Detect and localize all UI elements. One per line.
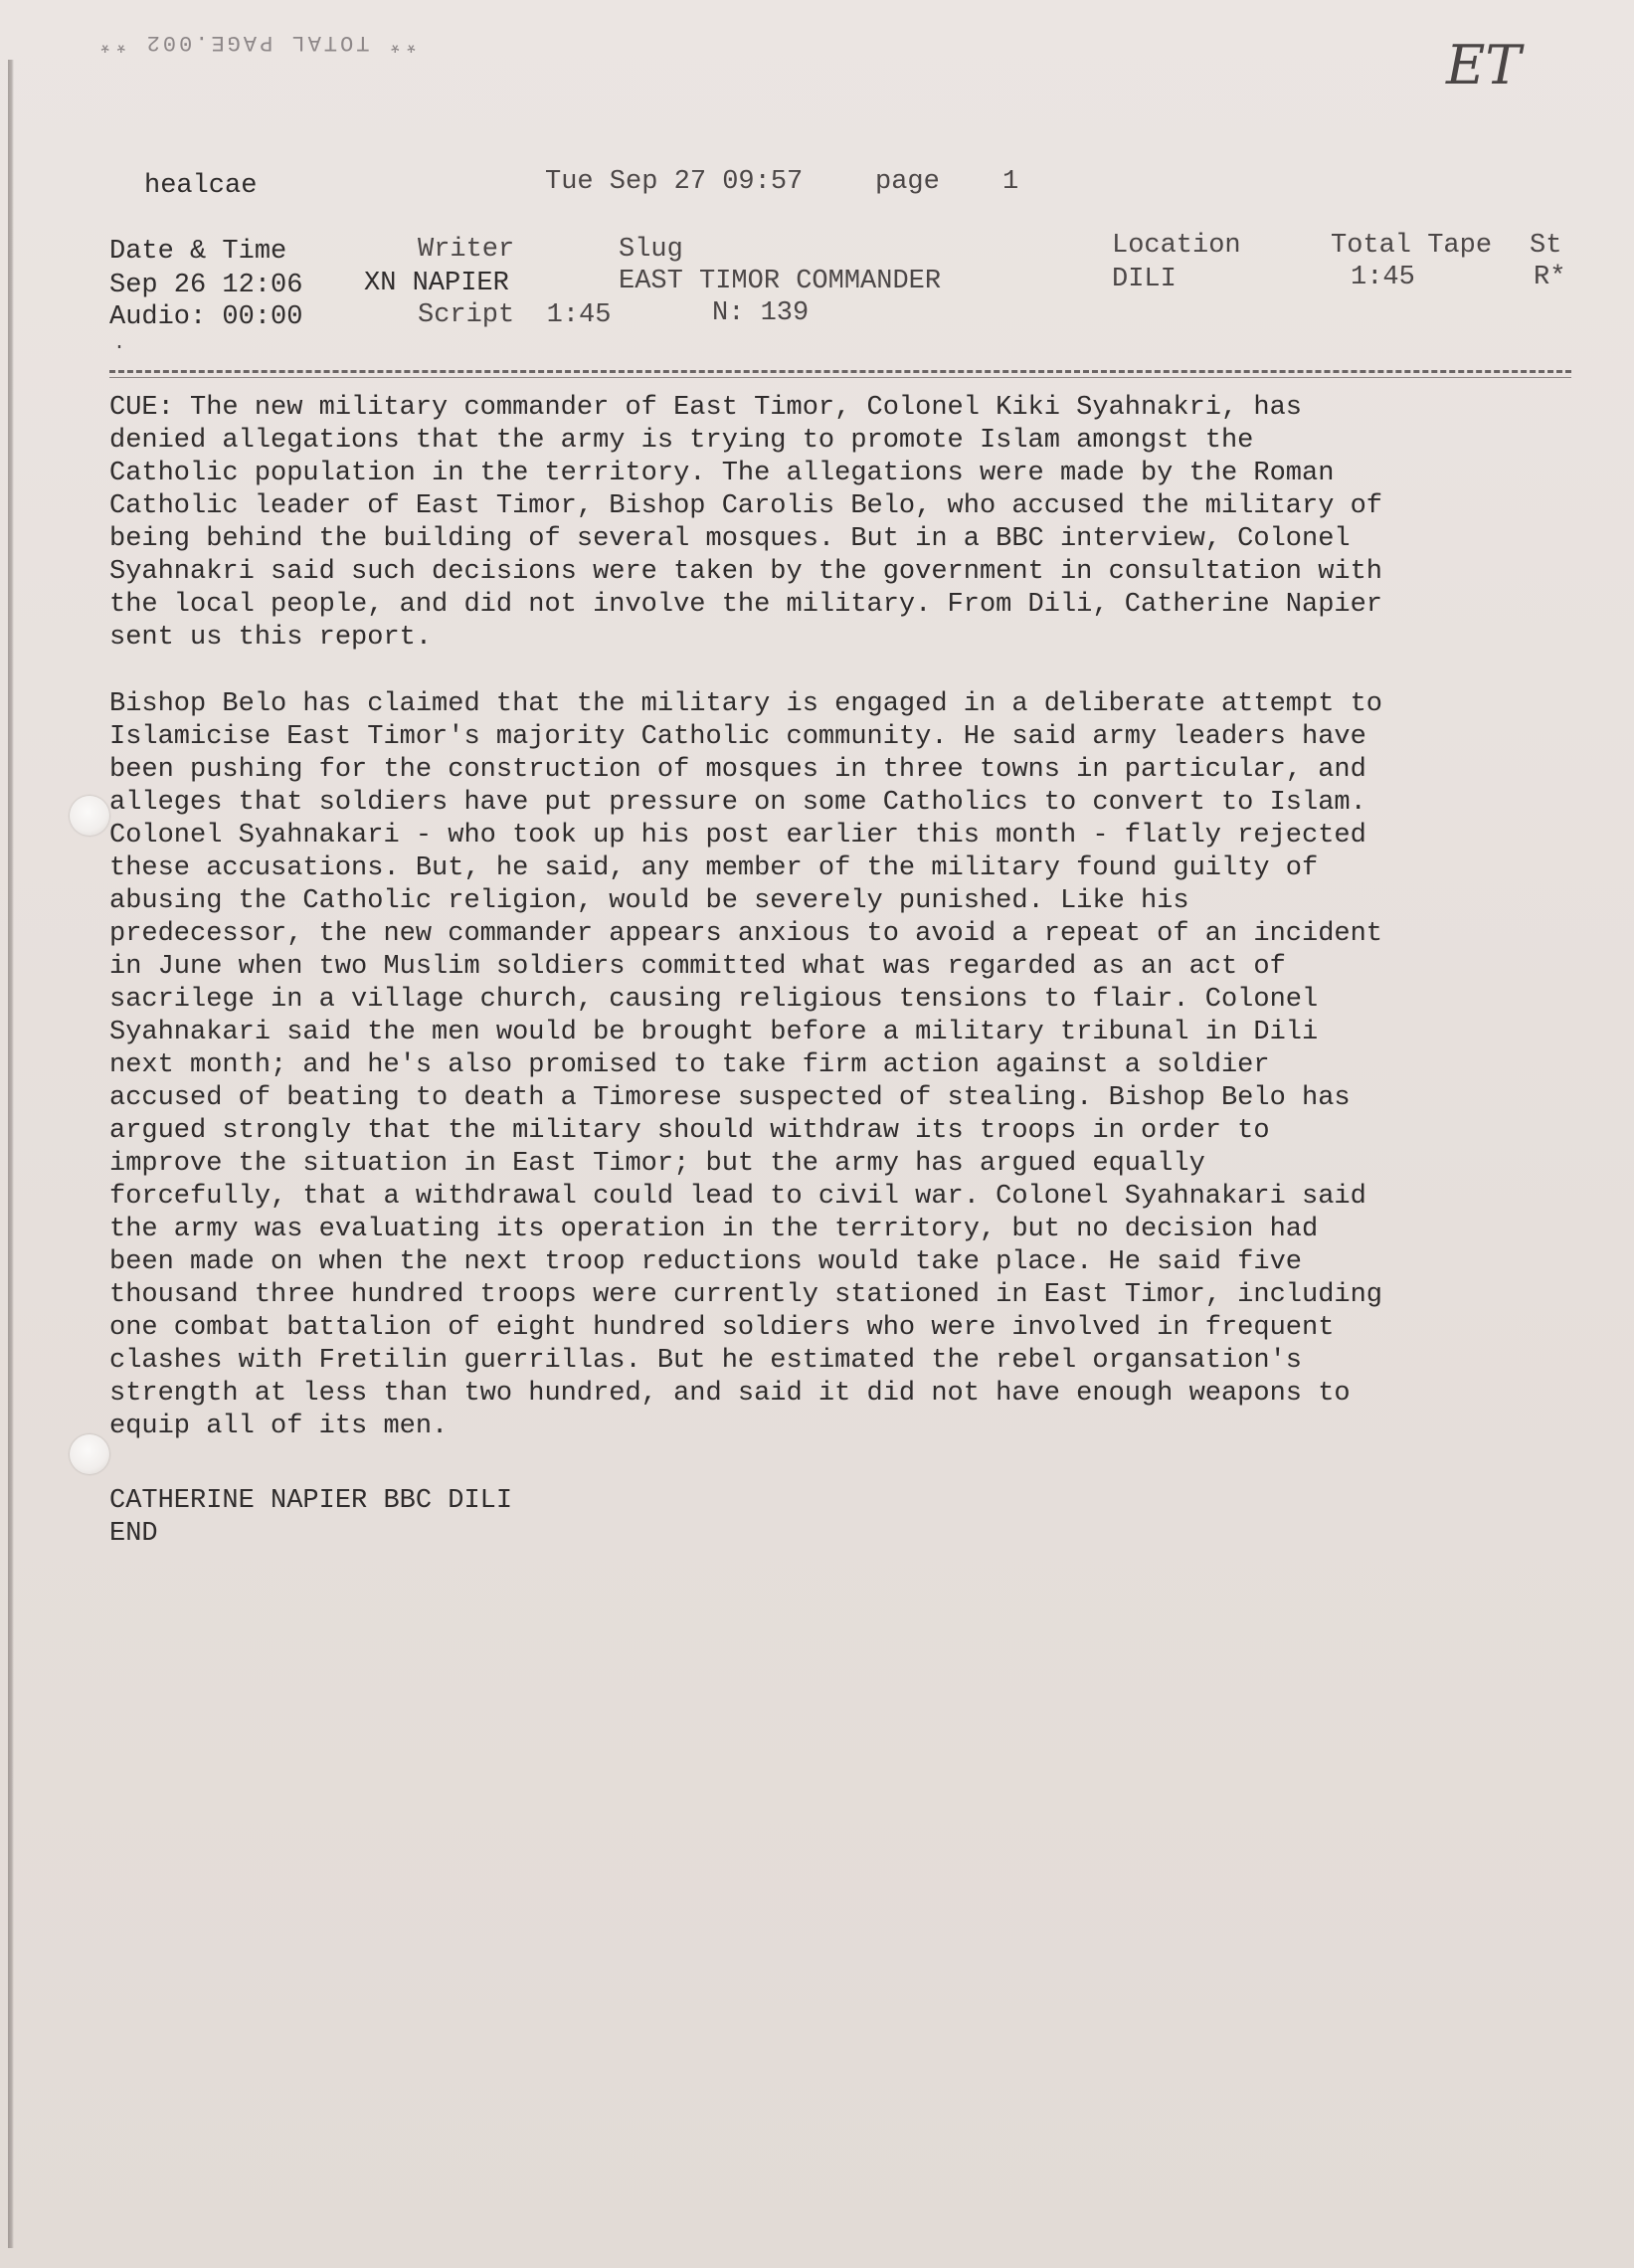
- header-page-number: 1: [1002, 167, 1019, 197]
- separator-rule: [109, 370, 1571, 378]
- body-line: sacrilege in a village church, causing religious tensions to flair. Colonel: [109, 985, 1319, 1015]
- cue-line: Catholic leader of East Timor, Bishop Carolis Belo, who accused the military of: [109, 491, 1383, 521]
- body-line: abusing the Catholic religion, would be severely punished. Like his: [109, 886, 1189, 916]
- body-line: clashes with Fretilin guerrillas. But he estimated the rebel organsation's: [109, 1346, 1302, 1376]
- body-line: Syahnakari said the men would be brought before a military tribunal in Dili: [109, 1018, 1319, 1047]
- record-total-tape: 1:45: [1351, 263, 1415, 292]
- body-line: the army was evaluating its operation in the territory, but no decision had: [109, 1215, 1319, 1244]
- page-edge: [8, 60, 14, 2248]
- body-line: argued strongly that the military should withdraw its troops in order to: [109, 1116, 1270, 1146]
- punch-hole: [70, 796, 109, 836]
- body-line: accused of beating to death a Timorese suspected of stealing. Bishop Belo has: [109, 1083, 1351, 1113]
- body-line: been pushing for the construction of mosques in three towns in particular, and: [109, 755, 1366, 785]
- punch-hole: [70, 1434, 109, 1474]
- cue-line: CUE: The new military commander of East Timor, Colonel Kiki Syahnakri, has: [109, 393, 1302, 423]
- body-line: forcefully, that a withdrawal could lead to civil war. Colonel Syahnakari said: [109, 1182, 1366, 1212]
- body-line: Bishop Belo has claimed that the military is engaged in a deliberate attempt to: [109, 689, 1383, 719]
- body-line: improve the situation in East Timor; but the army has argued equally: [109, 1149, 1205, 1179]
- report-paragraph: [109, 688, 1581, 1443]
- end-marker: END: [109, 1519, 158, 1549]
- col-st: St: [1530, 231, 1562, 261]
- body-line: one combat battalion of eight hundred soldiers who were involved in frequent: [109, 1313, 1335, 1343]
- col-slug: Slug: [619, 235, 683, 265]
- cue-line: Syahnakri said such decisions were taken by the government in consultation with: [109, 557, 1383, 587]
- cue-line: Catholic population in the territory. The allegations were made by the Roman: [109, 459, 1335, 488]
- body-line: predecessor, the new commander appears anxious to avoid a repeat of an incident: [109, 919, 1383, 949]
- body-line: in June when two Muslim soldiers committed what was regarded as an act of: [109, 952, 1286, 982]
- header-page-label: page: [875, 167, 940, 197]
- cue-line: the local people, and did not involve the military. From Dili, Catherine Napier: [109, 590, 1383, 620]
- cue-paragraph: [109, 392, 1581, 655]
- cue-line: denied allegations that the army is trying to promote Islam amongst the: [109, 426, 1254, 456]
- record-audio: Audio: 00:00: [109, 302, 303, 332]
- record-n: N: 139: [712, 298, 810, 328]
- body-line: Colonel Syahnakari - who took up his post earlier this month - flatly rejected: [109, 821, 1366, 850]
- col-date-time: Date & Time: [109, 237, 287, 267]
- body-line: Islamicise East Timor's majority Catholic community. He said army leaders have: [109, 722, 1366, 752]
- body-line: thousand three hundred troops were currently stationed in East Timor, including: [109, 1280, 1383, 1310]
- record-script: Script 1:45: [418, 300, 612, 330]
- record-dot: .: [113, 332, 126, 355]
- body-line: equip all of its men.: [109, 1412, 449, 1441]
- record-writer: XN NAPIER: [364, 269, 509, 298]
- body-line: been made on when the next troop reductions would take place. He said five: [109, 1247, 1302, 1277]
- fax-header: ** TOTAL PAGE.002 **: [95, 30, 419, 55]
- record-st: R*: [1534, 263, 1566, 292]
- record-date-time: Sep 26 12:06: [109, 271, 303, 300]
- col-location: Location: [1112, 231, 1241, 261]
- col-total-tape: Total Tape: [1331, 231, 1493, 261]
- header-datetime: Tue Sep 27 09:57: [545, 167, 804, 197]
- col-writer: Writer: [418, 235, 515, 265]
- record-slug: EAST TIMOR COMMANDER: [619, 267, 942, 296]
- cue-line: being behind the building of several mosques. But in a BBC interview, Colonel: [109, 524, 1351, 554]
- handwritten-mark: ET: [1446, 34, 1522, 96]
- body-line: strength at less than two hundred, and said it did not have enough weapons to: [109, 1379, 1351, 1409]
- body-line: next month; and he's also promised to take firm action against a soldier: [109, 1050, 1270, 1080]
- cue-line: sent us this report.: [109, 623, 433, 653]
- record-location: DILI: [1112, 265, 1177, 294]
- header-user: healcae: [144, 171, 258, 201]
- signoff: CATHERINE NAPIER BBC DILI: [109, 1486, 513, 1516]
- body-line: alleges that soldiers have put pressure on some Catholics to convert to Islam.: [109, 788, 1366, 818]
- body-line: these accusations. But, he said, any member of the military found guilty of: [109, 853, 1319, 883]
